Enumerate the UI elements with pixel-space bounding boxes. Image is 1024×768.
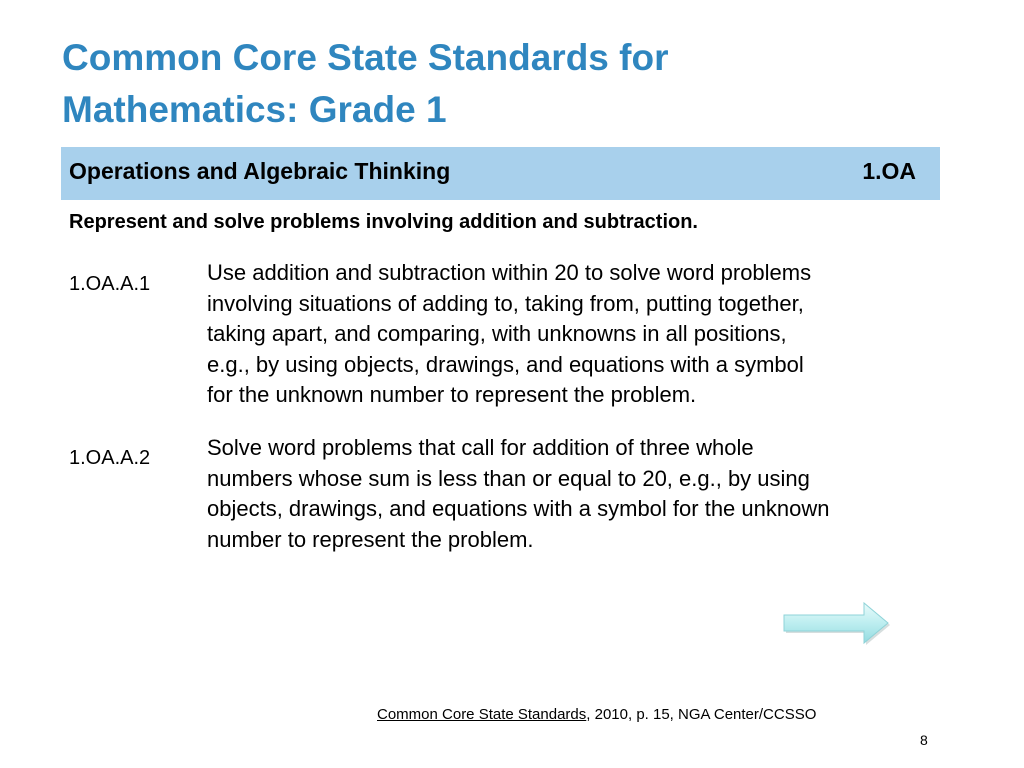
domain-name: Operations and Algebraic Thinking [69,158,451,184]
standard-2-line-3: objects, drawings, and equations with a symbol for the unknown [207,496,830,521]
standard-1-line-5: for the unknown number to represent the problem. [207,382,697,407]
cluster-heading: Represent and solve problems involving addition and subtraction. [69,211,698,233]
standard-2-line-1: Solve word problems that call for addition of three whole [207,435,754,460]
citation-link[interactable]: Common Core State Standards [377,706,587,723]
standard-2-line-2: numbers whose sum is less than or equal to 20, e.g., by using [207,465,810,491]
standard-1-line-3: taking apart, and comparing, with unknowns in all positions, [207,321,787,346]
standard-text-2 [207,433,937,555]
standard-text-1 [207,258,937,411]
citation-details: , 2010, p. 15, NGA Center/CCSSO [586,706,817,723]
citation [377,706,816,723]
page-number: 8 [920,732,928,748]
standard-code-1: 1.OA.A.1 [69,273,151,295]
standard-1-line-1: Use addition and subtraction within 20 to solve word problems [207,260,812,285]
standard-1-line-4: e.g., by using objects, drawings, and equations with a symbol [207,351,804,377]
standard-code-2: 1.OA.A.2 [69,447,151,469]
right-arrow-graphic [780,600,892,646]
right-arrow-icon[interactable] [780,600,892,646]
standard-2-line-4: number to represent the problem. [207,526,534,552]
domain-header-bar [61,147,940,200]
standard-1-line-2: involving situations of adding to, taking from, putting together, [207,290,804,316]
title-line-2: Mathematics: Grade 1 [62,89,447,130]
title-line-1: Common Core State Standards for [62,37,669,78]
domain-code: 1.OA [862,158,916,184]
slide-title [62,32,942,136]
